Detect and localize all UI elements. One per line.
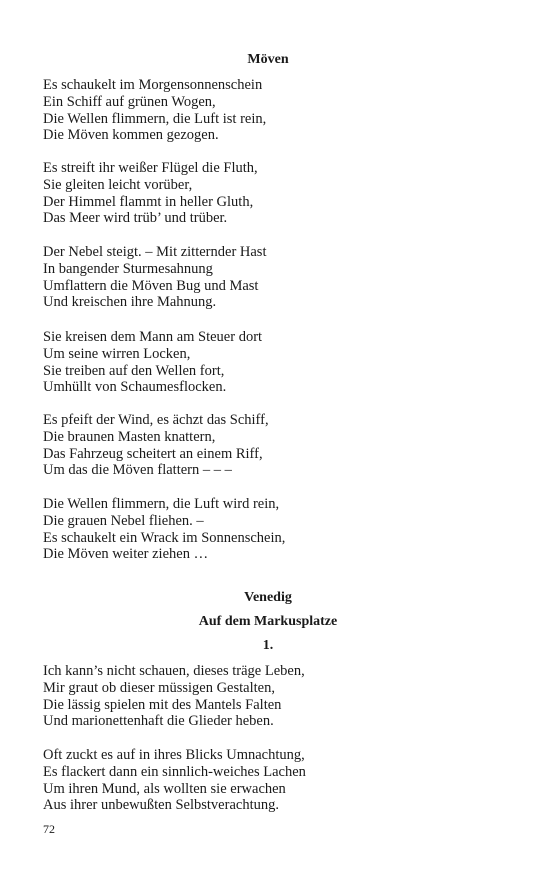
poem-line: Es schaukelt im Morgensonnenschein [43, 77, 263, 93]
poem-line: Aus ihrer unbewußten Selbstverachtung. [43, 797, 279, 814]
poem-line: Es pfeift der Wind, es ächzt das Schiff, [43, 412, 269, 428]
poem-line: Um seine wirren Locken, [43, 345, 191, 362]
poem-line: Um das die Möven flattern – – – [43, 462, 232, 479]
poem-line: Umhüllt von Schaumesflocken. [43, 379, 227, 396]
poem-title: Möven [247, 52, 289, 67]
poem-subtitle: Auf dem Markusplatze [198, 614, 338, 629]
poem-line: Umflattern die Möven Bug und Mast [43, 277, 259, 294]
poem-line: Sie gleiten leicht vorüber, [43, 176, 193, 193]
poem-line: Sie kreisen dem Mann am Steuer dort [43, 329, 263, 345]
stanza [43, 663, 513, 730]
poem-line: Es streift ihr weißer Flügel die Fluth, [43, 160, 258, 176]
poem-line: Die grauen Nebel fliehen. – [43, 512, 204, 529]
section-number: 1. [262, 638, 274, 653]
stanza [43, 412, 513, 479]
poem-line: Und marionettenhaft die Glieder heben. [43, 713, 274, 730]
poem-line: Sie treiben auf den Wellen fort, [43, 362, 225, 379]
poem-title: Venedig [244, 590, 292, 605]
stanza [43, 747, 513, 814]
stanza [43, 160, 513, 227]
poem-line: Die Möven kommen gezogen. [43, 127, 219, 144]
poem-line: Der Nebel steigt. – Mit zitternder Hast [43, 244, 267, 260]
poem-line: Die braunen Masten knattern, [43, 428, 216, 445]
poem-line: Ein Schiff auf grünen Wogen, [43, 93, 216, 110]
stanza [43, 77, 513, 144]
poem-line: Der Himmel flammt in heller Gluth, [43, 193, 254, 210]
stanza [43, 329, 513, 396]
poem-line: Das Meer wird trüb’ und trüber. [43, 210, 228, 227]
poem-line: Die Möven weiter ziehen … [43, 546, 209, 563]
poem-line: Ich kann’s nicht schauen, dieses träge Leben, [43, 663, 305, 679]
poem-line: Und kreischen ihre Mahnung. [43, 294, 217, 311]
stanza [43, 496, 513, 563]
poem-line: Mir graut ob dieser müssigen Gestalten, [43, 679, 275, 696]
page-number: 72 [43, 822, 55, 836]
poem-line: Die lässig spielen mit des Mantels Falten [43, 696, 282, 713]
stanza [43, 244, 513, 311]
poem-line: Es schaukelt ein Wrack im Sonnenschein, [43, 529, 286, 546]
poem-line: Die Wellen flimmern, die Luft ist rein, [43, 110, 267, 127]
poem-line: In bangender Sturmesahnung [43, 260, 213, 277]
poem-line: Das Fahrzeug scheitert an einem Riff, [43, 445, 263, 462]
poem-line: Um ihren Mund, als wollten sie erwachen [43, 780, 286, 797]
poem-line: Oft zuckt es auf in ihres Blicks Umnachtung, [43, 747, 305, 763]
poem-line: Es flackert dann ein sinnlich-weiches Lachen [43, 763, 306, 780]
poem-line: Die Wellen flimmern, die Luft wird rein, [43, 496, 280, 512]
